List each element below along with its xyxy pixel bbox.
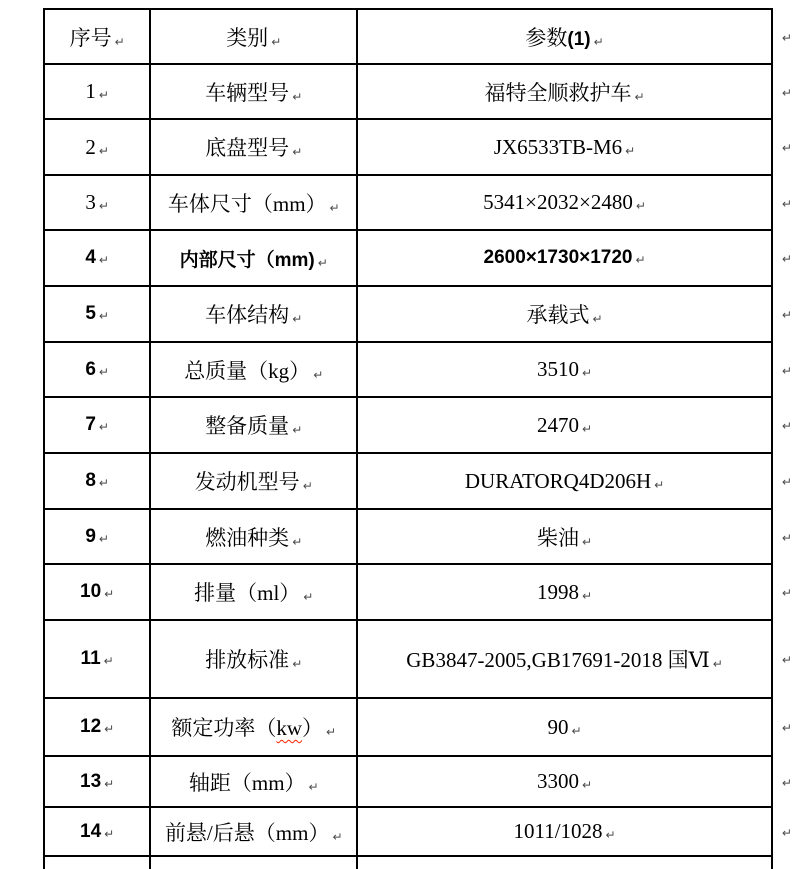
parameter-value: GB3847-2005,GB17691-2018 国Ⅵ xyxy=(406,648,710,672)
paragraph-mark-icon: ↵ xyxy=(292,534,303,549)
cell-index xyxy=(44,564,150,620)
cell-category xyxy=(150,397,357,453)
paragraph-mark-icon: ↵ xyxy=(634,89,645,104)
category-label: 整备质量 xyxy=(205,414,290,438)
row-index: 3 xyxy=(85,190,96,214)
row-end-mark-icon: ↵ xyxy=(781,85,792,100)
cell-category xyxy=(150,230,357,286)
paragraph-mark-icon: ↵ xyxy=(582,534,593,549)
row-end-mark-icon: ↵ xyxy=(781,653,792,667)
paragraph-mark-icon: ↵ xyxy=(98,309,109,323)
cell-category xyxy=(150,119,357,175)
category-label: 底盘型号 xyxy=(205,136,290,160)
paragraph-mark-icon: ↵ xyxy=(592,312,603,326)
paragraph-mark-icon: ↵ xyxy=(104,722,115,736)
row-index: 12 xyxy=(80,716,102,737)
table-row xyxy=(44,230,799,286)
cell-category xyxy=(150,286,357,342)
spec-table-body xyxy=(44,9,799,869)
cell-index xyxy=(44,64,150,119)
category-label: 总质量（kg） xyxy=(184,358,311,383)
cell-index xyxy=(44,620,150,698)
cell-category xyxy=(150,509,357,564)
paragraph-mark-icon: ↵ xyxy=(271,34,282,49)
parameter-value: 90 xyxy=(547,714,569,739)
row-end-mark-icon: ↵ xyxy=(781,196,792,211)
header-cell-index xyxy=(44,9,150,64)
paragraph-mark-icon: ↵ xyxy=(582,421,593,436)
paragraph-mark-icon: ↵ xyxy=(104,776,115,791)
row-end-cell xyxy=(772,286,799,342)
row-end-mark-icon: ↵ xyxy=(781,586,792,600)
row-end-cell xyxy=(772,564,799,620)
table-row xyxy=(44,286,799,342)
paragraph-mark-icon: ↵ xyxy=(292,89,303,104)
cell-parameter xyxy=(357,620,772,698)
paragraph-mark-icon: ↵ xyxy=(582,588,593,603)
row-index: 7 xyxy=(85,414,96,435)
parameter-value: 柴油 xyxy=(537,525,579,550)
row-end-cell xyxy=(772,9,799,64)
cell-parameter xyxy=(357,698,772,756)
paragraph-mark-icon: ↵ xyxy=(98,88,109,102)
cell-parameter xyxy=(357,64,772,119)
cell-parameter xyxy=(357,230,772,286)
row-end-mark-icon: ↵ xyxy=(781,721,792,735)
row-index: 5 xyxy=(85,303,96,324)
table-row xyxy=(44,397,799,453)
category-label: 轴距（mm） xyxy=(188,770,306,795)
paragraph-mark-icon: ↵ xyxy=(605,828,616,842)
paragraph-mark-icon: ↵ xyxy=(303,590,314,604)
table-row xyxy=(44,453,799,509)
paragraph-mark-icon: ↵ xyxy=(292,312,303,326)
row-end-mark-icon: ↵ xyxy=(781,308,792,322)
parameter-value: 2470 xyxy=(537,412,579,437)
paragraph-mark-icon: ↵ xyxy=(292,145,303,159)
spec-table xyxy=(43,8,800,869)
header-parameter-label: 参数 xyxy=(525,25,568,50)
row-end-mark-icon: ↵ xyxy=(781,825,792,840)
table-row xyxy=(44,564,799,620)
cell-category xyxy=(150,453,357,509)
parameter-value: 福特全顺救护车 xyxy=(484,80,632,105)
header-parameter-suffix: (1) xyxy=(567,28,591,50)
cell-index xyxy=(44,230,150,286)
row-end-cell xyxy=(772,175,799,230)
table-row xyxy=(44,698,799,756)
paragraph-mark-icon: ↵ xyxy=(582,778,593,792)
row-index: 2 xyxy=(85,134,96,159)
parameter-value: 承载式 xyxy=(526,303,590,327)
paragraph-mark-icon: ↵ xyxy=(103,654,114,668)
paragraph-mark-icon: ↵ xyxy=(635,253,646,267)
table-row xyxy=(44,64,799,119)
category-label-spellchecked: kw xyxy=(276,716,303,740)
row-end-cell xyxy=(772,698,799,756)
paragraph-mark-icon: ↵ xyxy=(317,255,328,270)
paragraph-mark-icon: ↵ xyxy=(332,829,343,844)
category-label: 排放标准 xyxy=(205,648,290,672)
cell-category xyxy=(150,856,357,869)
cell-index xyxy=(44,856,150,869)
paragraph-mark-icon: ↵ xyxy=(98,199,109,213)
row-end-mark-icon: ↵ xyxy=(781,141,792,155)
cell-parameter xyxy=(357,286,772,342)
row-end-cell xyxy=(772,119,799,175)
cell-index xyxy=(44,397,150,453)
cell-parameter xyxy=(357,397,772,453)
table-row xyxy=(44,509,799,564)
paragraph-mark-icon: ↵ xyxy=(98,420,109,434)
table-row xyxy=(44,807,799,856)
cell-index xyxy=(44,509,150,564)
row-end-cell xyxy=(772,453,799,509)
row-index: 14 xyxy=(80,820,102,842)
row-end-cell xyxy=(772,620,799,698)
row-end-cell xyxy=(772,64,799,119)
cell-category xyxy=(150,342,357,397)
cell-category xyxy=(150,175,357,230)
cell-parameter xyxy=(357,509,772,564)
cell-index xyxy=(44,756,150,807)
row-end-mark-icon: ↵ xyxy=(781,419,792,433)
paragraph-mark-icon: ↵ xyxy=(114,34,125,49)
row-index: 9 xyxy=(85,525,96,547)
cell-category xyxy=(150,64,357,119)
category-label: 车体结构 xyxy=(205,303,290,327)
category-label-part: 额定功率（ xyxy=(171,716,277,740)
cell-parameter xyxy=(357,756,772,807)
cell-parameter xyxy=(357,856,772,869)
cell-index xyxy=(44,698,150,756)
category-label: 燃油种类 xyxy=(205,525,290,550)
cell-parameter xyxy=(357,564,772,620)
cell-parameter xyxy=(357,453,772,509)
cell-category xyxy=(150,620,357,698)
parameter-value: JX6533TB-M6 xyxy=(493,134,623,159)
header-cell-category xyxy=(150,9,357,64)
paragraph-mark-icon: ↵ xyxy=(326,725,337,739)
parameter-value: 3510 xyxy=(537,357,579,381)
paragraph-mark-icon: ↵ xyxy=(625,143,636,158)
parameter-value: 1998 xyxy=(537,579,579,604)
table-row xyxy=(44,756,799,807)
paragraph-mark-icon: ↵ xyxy=(98,531,109,546)
cell-category xyxy=(150,756,357,807)
cell-category xyxy=(150,564,357,620)
row-end-cell xyxy=(772,756,799,807)
row-index: 8 xyxy=(85,470,96,491)
parameter-value: DURATORQ4D206H xyxy=(464,468,652,493)
header-cell-parameter xyxy=(357,9,772,64)
paragraph-mark-icon: ↵ xyxy=(308,779,319,794)
paragraph-mark-icon: ↵ xyxy=(582,366,593,380)
paragraph-mark-icon: ↵ xyxy=(302,479,313,493)
row-end-cell xyxy=(772,397,799,453)
cell-index xyxy=(44,342,150,397)
cell-category xyxy=(150,807,357,856)
row-index: 4 xyxy=(85,247,96,268)
header-category-label: 类别 xyxy=(226,25,269,50)
table-row xyxy=(44,620,799,698)
row-end-cell xyxy=(772,856,799,869)
paragraph-mark-icon: ↵ xyxy=(313,367,324,382)
paragraph-mark-icon: ↵ xyxy=(329,200,340,215)
paragraph-mark-icon: ↵ xyxy=(104,826,115,841)
table-row xyxy=(44,119,799,175)
row-index: 13 xyxy=(80,770,102,792)
paragraph-mark-icon: ↵ xyxy=(292,657,303,671)
paragraph-mark-icon: ↵ xyxy=(98,253,109,267)
partial-row xyxy=(44,856,799,869)
paragraph-mark-icon: ↵ xyxy=(104,587,115,601)
row-index: 10 xyxy=(80,581,102,602)
cell-index xyxy=(44,119,150,175)
cell-index xyxy=(44,453,150,509)
row-end-cell xyxy=(772,342,799,397)
row-end-mark-icon: ↵ xyxy=(781,30,792,45)
row-index: 11 xyxy=(80,648,101,669)
paragraph-mark-icon: ↵ xyxy=(98,364,109,379)
cell-parameter xyxy=(357,175,772,230)
cell-parameter xyxy=(357,119,772,175)
category-label: 发动机型号 xyxy=(194,470,300,494)
row-end-mark-icon: ↵ xyxy=(781,252,792,266)
parameter-value: 1011/1028 xyxy=(513,819,603,843)
row-index: 6 xyxy=(85,358,96,380)
header-row xyxy=(44,9,799,64)
row-index: 1 xyxy=(85,79,96,103)
row-end-cell xyxy=(772,509,799,564)
row-end-mark-icon: ↵ xyxy=(781,363,792,378)
category-label: 车辆型号 xyxy=(205,80,290,105)
row-end-mark-icon: ↵ xyxy=(781,475,792,489)
category-label: 内部尺寸（mm) xyxy=(179,249,315,271)
cell-parameter xyxy=(357,342,772,397)
paragraph-mark-icon: ↵ xyxy=(98,143,109,158)
cell-index xyxy=(44,286,150,342)
paragraph-mark-icon: ↵ xyxy=(635,199,646,213)
parameter-value: 5341×2032×2480 xyxy=(483,190,633,214)
row-end-mark-icon: ↵ xyxy=(781,775,792,790)
cell-parameter xyxy=(357,807,772,856)
paragraph-mark-icon: ↵ xyxy=(593,34,604,49)
paragraph-mark-icon: ↵ xyxy=(712,657,723,671)
cell-index xyxy=(44,175,150,230)
table-row xyxy=(44,342,799,397)
row-end-cell xyxy=(772,230,799,286)
row-end-cell xyxy=(772,807,799,856)
category-label: 车体尺寸（mm） xyxy=(167,191,327,216)
paragraph-mark-icon: ↵ xyxy=(654,477,665,492)
category-label: 前悬/后悬（mm） xyxy=(164,820,330,845)
header-index-label: 序号 xyxy=(69,25,112,50)
cell-index xyxy=(44,807,150,856)
cell-category xyxy=(150,698,357,756)
category-label-part: ） xyxy=(302,716,324,740)
row-end-mark-icon: ↵ xyxy=(781,530,792,545)
table-row xyxy=(44,175,799,230)
paragraph-mark-icon: ↵ xyxy=(98,476,109,490)
paragraph-mark-icon: ↵ xyxy=(292,423,303,437)
parameter-value: 3300 xyxy=(537,769,579,793)
category-label: 排量（ml） xyxy=(194,581,301,605)
paragraph-mark-icon: ↵ xyxy=(571,723,582,738)
parameter-value: 2600×1730×1720 xyxy=(483,247,633,268)
